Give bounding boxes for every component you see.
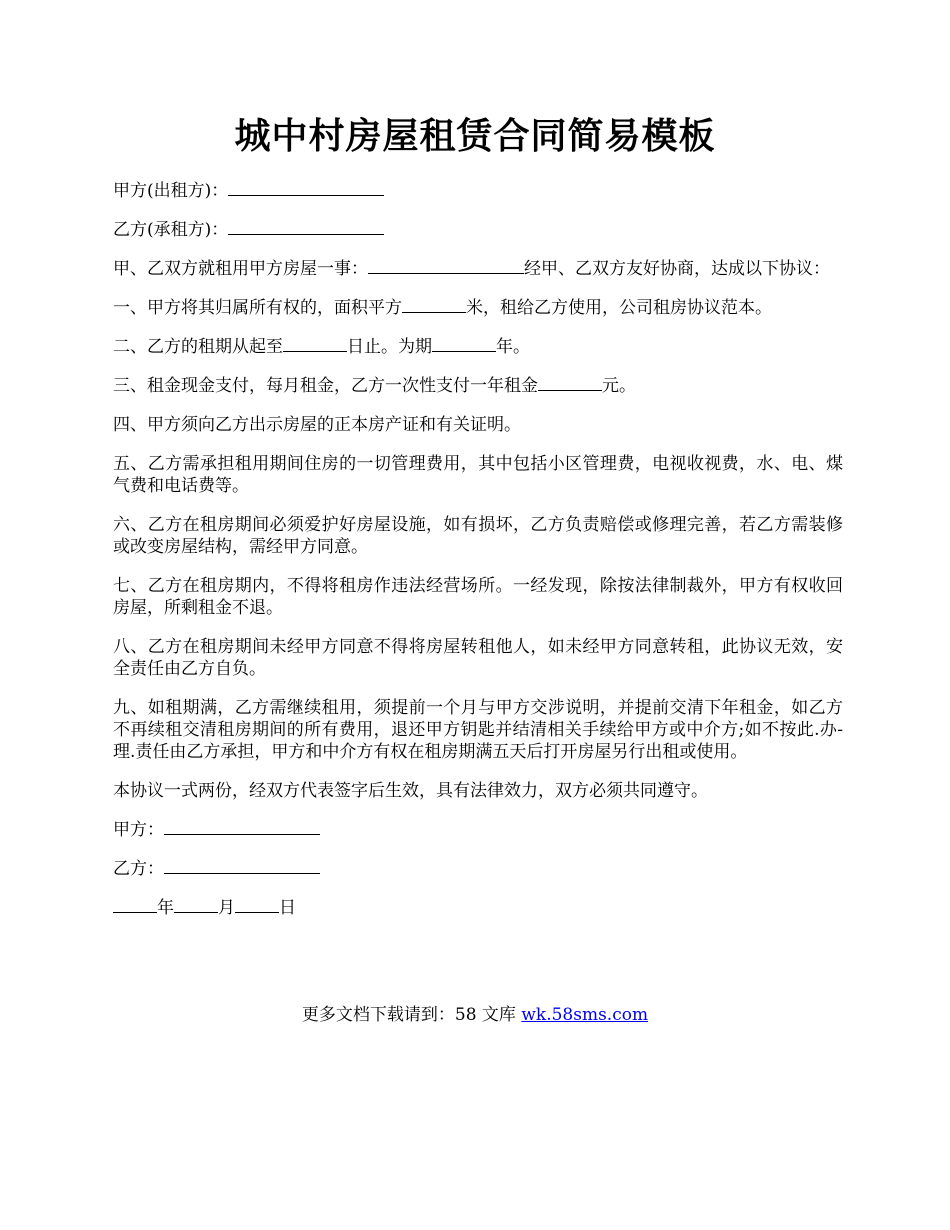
clause-2-text-3: 年。 [496,337,530,357]
signature-b-label: 乙方： [113,859,164,879]
end-date-blank [283,336,347,352]
date-line [113,897,843,919]
clause-7: 七、乙方在租房期内，不得将租房作违法经营场所。一经发现，除按法律制裁外，甲方有权收回房屋，所剩租金不退。 [113,576,843,618]
clause-8: 八、乙方在租房期间未经甲方同意不得将房屋转租他人，如未经甲方同意转租，此协议无效，安全责任由乙方自负。 [113,637,843,679]
document-title: 城中村房屋租赁合同简易模板 [234,115,716,157]
year-blank [113,897,157,913]
clause-9: 九、如租期满，乙方需继续租用，须提前一个月与甲方交涉说明，并提前交清下年租金，如乙方不再续租交清租房期间的所有费用，退还甲方钥匙并结清相关手续给甲方或中介方;如不按此.办-理.责任由乙方承担，甲方和中介方有权在租房期满五天后打开房屋另行出租或使用。 [113,698,843,762]
signature-b-line [113,858,843,880]
clause-1-text-2: 米，租给乙方使用，公司租房协议范本。 [466,298,772,318]
footer [0,1003,950,1027]
party-a-label: 甲方(出租方)： [113,181,229,201]
signature-b-blank [164,858,320,874]
intro-text-1: 甲、乙双方就租用甲方房屋一事： [113,259,368,279]
footer-text: 更多文档下载请到：58 文库 [301,1005,522,1025]
clause-2 [113,336,843,358]
clause-3-text-2: 元。 [602,376,636,396]
signature-a-line [113,819,843,841]
party-a-blank [228,180,384,196]
clause-2-text-2: 日止。为期 [347,337,432,357]
closing-paragraph: 本协议一式两份，经双方代表签字后生效，具有法律效力，双方必须共同遵守。 [113,781,708,801]
document-body [113,180,843,936]
area-blank [402,297,466,313]
term-blank [432,336,496,352]
footer-link[interactable]: wk.58sms.com [521,1005,649,1025]
day-blank [235,897,279,913]
clause-1 [113,297,843,319]
clause-6: 六、乙方在租房期间必须爱护好房屋设施，如有损坏，乙方负责赔偿或修理完善，若乙方需装修或改变房屋结构，需经甲方同意。 [113,515,843,557]
clause-3 [113,375,843,397]
intro-blank [368,258,524,274]
intro-text-2: 经甲、乙双方友好协商，达成以下协议： [524,259,830,279]
day-label: 日 [279,898,296,918]
party-b-blank [228,219,384,235]
clause-4: 四、甲方须向乙方出示房屋的正本房产证和有关证明。 [113,415,521,435]
party-b-line [113,219,843,241]
signature-a-blank [164,819,320,835]
clause-2-text-1: 二、乙方的租期从起至 [113,337,283,357]
clause-3-text-1: 三、租金现金支付，每月租金，乙方一次性支付一年租金 [113,376,538,396]
signature-a-label: 甲方： [113,820,164,840]
clause-1-text-1: 一、甲方将其归属所有权的，面积平方 [113,298,402,318]
intro-paragraph [113,258,843,280]
party-b-label: 乙方(承租方)： [113,220,229,240]
month-blank [174,897,218,913]
party-a-line [113,180,843,202]
year-label: 年 [157,898,174,918]
rent-blank [538,375,602,391]
month-label: 月 [218,898,235,918]
clause-5: 五、乙方需承担租用期间住房的一切管理费用，其中包括小区管理费，电视收视费，水、电、煤气费和电话费等。 [113,454,843,496]
